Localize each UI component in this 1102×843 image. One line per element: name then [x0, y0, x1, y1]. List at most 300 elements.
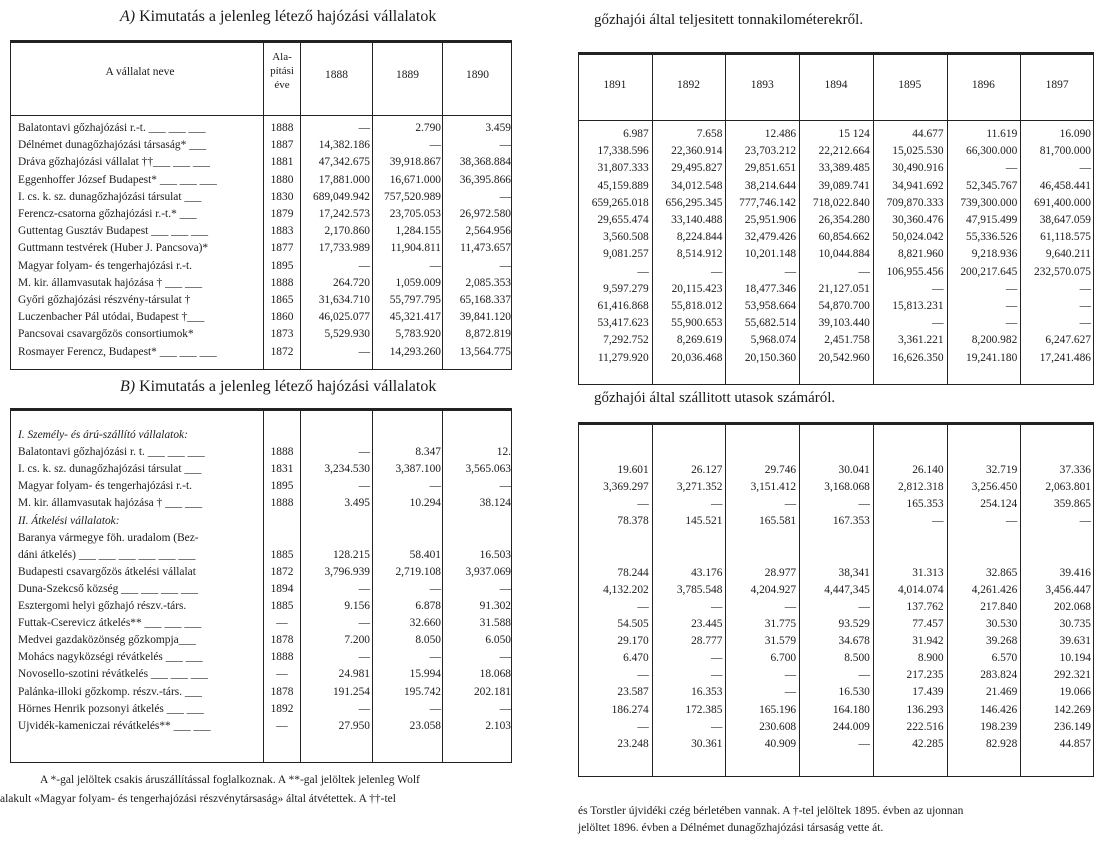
value-1890: 3,565.063	[465, 463, 511, 476]
table-row	[18, 650, 513, 665]
value-1894: 93.529	[838, 618, 870, 630]
value-1897: —	[1079, 317, 1091, 330]
value-1894: 167.353	[832, 515, 870, 528]
value-1896: 200,217.645	[960, 265, 1018, 278]
value-1889: 14,293.260	[389, 345, 441, 358]
value-1890: 38.124	[479, 497, 511, 510]
table-row	[578, 566, 1094, 581]
value-1893: 12.486	[764, 128, 797, 140]
value-1891: 6.470	[623, 652, 649, 665]
value-1894: 4,447,345	[824, 583, 870, 596]
value-1888: 5,529.930	[324, 328, 370, 341]
value-1891: 23.587	[617, 686, 649, 699]
value-1897: 46,458.441	[1039, 179, 1091, 192]
value-1891: 54.505	[617, 618, 649, 630]
value-1892: 28.777	[691, 635, 723, 648]
value-1896: 30.530	[985, 618, 1018, 630]
value-1892: 22,360.914	[671, 145, 723, 158]
company-name: Medvei gazdaközönség gőzkompja___	[18, 634, 196, 647]
founded-year: 1872	[270, 345, 294, 358]
value-1889: —	[429, 139, 441, 152]
left-rows-a	[18, 121, 513, 366]
value-1890: 13,564.775	[459, 345, 511, 358]
value-1891: 31,807.333	[597, 162, 649, 175]
company-name: Ujvidék-kameniczai révátkelés** ___ ___	[18, 719, 211, 732]
table-row	[578, 583, 1094, 598]
year-header-1894: 1894	[824, 79, 848, 91]
value-1894: 244.009	[832, 720, 870, 733]
value-1888: —	[358, 259, 370, 272]
value-1892: 43.176	[691, 566, 723, 579]
value-1888: 2,170.860	[324, 225, 370, 238]
header-1889: 1889	[396, 69, 419, 81]
value-1895: 3,361.221	[897, 334, 944, 347]
value-1893: 23,703.212	[744, 145, 797, 158]
value-1891: 78.378	[617, 515, 649, 528]
value-1894: 164.180	[832, 703, 870, 716]
value-1890: —	[499, 259, 511, 272]
table-row	[578, 600, 1094, 615]
table-row	[18, 293, 513, 308]
table-row	[578, 333, 1094, 348]
value-1890: 202.181	[473, 685, 511, 698]
value-1889: 45,321.417	[389, 311, 441, 324]
value-1888: 3,796.939	[324, 565, 370, 578]
company-name: Magyar folyam- és tengerhajózási r.-t.	[18, 480, 192, 493]
table-row	[18, 310, 513, 325]
value-1891: —	[637, 600, 649, 613]
value-1892: 8,269.619	[676, 334, 723, 347]
value-1889: —	[429, 702, 441, 715]
value-1889: —	[429, 582, 441, 595]
value-1892: —	[711, 498, 723, 511]
value-1892: 3,785.548	[676, 583, 723, 596]
value-1890: —	[499, 190, 511, 203]
value-1897: 61,118.575	[1040, 231, 1091, 244]
table-row	[578, 144, 1094, 159]
value-1897: 17,241.486	[1039, 351, 1091, 364]
table-row	[578, 514, 1094, 529]
value-1896: 739,300.000	[960, 196, 1018, 209]
value-1888: 14,382.186	[318, 139, 370, 152]
value-1895: 26.140	[912, 464, 944, 477]
founded-year: 1878	[270, 685, 294, 698]
value-1895: 30,360.476	[892, 214, 944, 226]
value-1894: 8.500	[844, 652, 870, 665]
value-1889: 23.058	[409, 719, 441, 732]
value-1895: 165.353	[906, 498, 944, 511]
founded-year: —	[276, 668, 288, 681]
year-header-1896: 1896	[971, 79, 995, 91]
value-1891: 186.274	[611, 703, 649, 716]
table-row	[578, 549, 1094, 564]
year-header-1893: 1893	[750, 79, 774, 91]
company-name: Palánka-illoki gőzkomp. részv.-társ. ___	[18, 685, 202, 698]
founded-year: 1830	[270, 190, 294, 203]
value-1893: 230.608	[759, 720, 797, 733]
value-1891: 3,369.297	[603, 481, 649, 494]
company-name: Balatontavi gőzhajózási r. t. ___ ___ ___	[18, 446, 205, 459]
value-1889: 39,918.867	[389, 156, 441, 169]
value-1896: 55,336.526	[966, 231, 1018, 244]
value-1897: 691,400.000	[1034, 196, 1091, 209]
value-1889: 8.347	[415, 446, 441, 459]
value-1889: —	[429, 259, 441, 272]
company-name: Duna-Szekcső község ___ ___ ___ ___	[18, 582, 199, 595]
table-row	[578, 316, 1094, 331]
value-1896: 39.268	[985, 635, 1018, 648]
table-row	[18, 616, 513, 631]
value-1890: —	[499, 702, 511, 715]
value-1893: 10,201.148	[744, 248, 797, 261]
founded-year: 1883	[270, 225, 294, 238]
table-row	[18, 190, 513, 205]
value-1888: 128.215	[332, 548, 370, 561]
value-1890: 2,564.956	[465, 225, 511, 238]
value-1890: 38,368.884	[459, 156, 511, 169]
value-1893: 3,151.412	[750, 481, 797, 494]
founded-year: 1878	[270, 634, 294, 647]
value-1890: 6.050	[485, 634, 511, 647]
value-1892: 8,224.844	[676, 231, 723, 244]
value-1892: 30.361	[691, 737, 723, 750]
company-name: Guttentag Gusztáv Budapest ___ ___ ___	[18, 225, 209, 238]
table-row	[578, 617, 1094, 632]
value-1892: 8,514.912	[676, 248, 723, 261]
value-1888: —	[358, 345, 370, 358]
value-1888: 31,634.710	[318, 294, 370, 306]
founded-year: 1888	[270, 276, 294, 289]
value-1896: 9,218.936	[971, 248, 1018, 261]
value-1890: 3,937.069	[465, 565, 511, 578]
value-1893: 777,746.142	[739, 196, 797, 209]
company-name: Futtak-Cserevicz átkelés** ___ ___ ___	[18, 617, 202, 630]
value-1893: 25,951.906	[744, 214, 797, 226]
value-1895: 42.285	[912, 737, 944, 750]
value-1896: 47,915.499	[966, 214, 1018, 226]
table-row	[18, 276, 513, 291]
founded-year: 1885	[270, 548, 294, 561]
value-1892: 55,818.012	[671, 300, 723, 312]
table-row	[578, 651, 1094, 666]
founded-year: 1865	[270, 294, 294, 306]
value-1892: 145.521	[685, 515, 723, 528]
table-row	[578, 737, 1094, 752]
value-1893: 55,682.514	[744, 317, 797, 330]
founded-year: —	[276, 719, 288, 732]
value-1892: 33,140.488	[671, 214, 723, 226]
header-founded: Ala- pítási éve	[270, 51, 294, 91]
value-1896: 198.239	[980, 720, 1018, 733]
value-1897: 3,456.447	[1045, 583, 1091, 596]
table-row	[18, 259, 513, 274]
left-footnote-1: A *-gal jelöltek csakis áruszállítással foglalkoznak. A **-gal jelöltek jelenleg Wolf	[40, 774, 420, 786]
founded-year: 1888	[270, 651, 294, 664]
value-1894: —	[858, 600, 870, 613]
table-row	[18, 173, 513, 188]
left-title-b: B) Kimutatás a jelenleg létező hajózási vállalatok	[120, 378, 437, 395]
value-1889: 2,719.108	[395, 565, 441, 578]
company-name: Ferencz-csatorna gőzhajózási r.-t.* ___	[18, 208, 197, 220]
value-1895: 2,812.318	[897, 481, 944, 494]
value-1894: 15 124	[838, 128, 870, 140]
value-1895: 15,813.231	[892, 300, 944, 312]
company-name: Pancsovai csavargőzös consortiumok*	[18, 328, 194, 341]
value-1894: 26,354.280	[818, 214, 870, 226]
value-1896: —	[1005, 162, 1018, 175]
value-1890: 12.	[496, 446, 511, 459]
value-1888: —	[358, 480, 370, 493]
value-1895: —	[932, 515, 944, 528]
company-name: Novosello-szotini révátkelés ___ ___ ___	[18, 668, 208, 681]
table-row	[578, 265, 1094, 280]
value-1894: 21,127.051	[818, 282, 870, 295]
company-name: Délnémet dunagőzhajózási társaság* ___	[18, 139, 207, 152]
company-name: Dráva gőzhajózási vállalat ††___ ___ ___	[18, 156, 211, 169]
value-1892: 656,295.345	[665, 196, 723, 209]
value-1893: 18,477.346	[744, 282, 797, 295]
value-1888: 264.720	[332, 276, 370, 289]
right-rows-b	[578, 446, 1094, 776]
company-name: Magyar folyam- és tengerhajózási r.-t.	[18, 259, 192, 272]
company-name: Hörnes Henrik pozsonyi átkelés ___ ___	[18, 702, 204, 715]
value-1897: 19.066	[1059, 686, 1091, 699]
value-1894: —	[858, 737, 870, 750]
company-name: Eggenhoffer József Budapest* ___ ___ ___	[18, 173, 217, 186]
value-1894: 22,212.664	[818, 145, 870, 158]
value-1888: —	[358, 122, 370, 134]
value-1895: 17.439	[912, 686, 944, 699]
value-1897: 81,700.000	[1039, 145, 1091, 158]
value-1893: 28.977	[764, 566, 797, 579]
value-1892: —	[711, 720, 723, 733]
table-row	[18, 667, 513, 682]
value-1895: 137.762	[906, 600, 944, 613]
table-row	[578, 299, 1094, 314]
value-1889: 1,284.155	[395, 225, 441, 238]
value-1896: 146.426	[980, 703, 1018, 716]
value-1893: 6.700	[770, 652, 797, 665]
value-1891: 9,081.257	[603, 248, 649, 261]
value-1894: 30.041	[838, 464, 870, 477]
value-1897: 44.857	[1059, 737, 1091, 750]
value-1888: 9.156	[344, 600, 370, 612]
value-1893: —	[784, 669, 797, 682]
table-row	[578, 463, 1094, 478]
value-1896: —	[1005, 300, 1018, 312]
value-1894: 20,542.960	[818, 351, 870, 364]
table-row	[18, 496, 513, 511]
value-1896: 8,200.982	[971, 334, 1018, 347]
value-1889: 3,387.100	[395, 463, 441, 476]
table-row	[18, 582, 513, 597]
value-1890: 36,395.866	[459, 173, 511, 186]
founded-year: 1860	[270, 311, 294, 324]
value-1895: 34,941.692	[892, 179, 944, 192]
company-name: Mohács nagyközségi révátkelés ___ ___	[18, 651, 203, 664]
value-1896: 254.124	[980, 498, 1018, 511]
company-name: Budapesti csavargőzös átkelési vállalat	[18, 565, 196, 578]
value-1888: 47,342.675	[318, 156, 370, 169]
value-1897: 39.631	[1059, 635, 1091, 648]
value-1890: 31.588	[479, 617, 511, 630]
value-1896: 32.719	[985, 464, 1018, 477]
value-1891: —	[637, 669, 649, 682]
value-1889: 55,797.795	[389, 294, 441, 306]
value-1891: 23.248	[617, 737, 649, 750]
value-1892: 20,036.468	[671, 351, 723, 364]
value-1890: 2.103	[485, 719, 511, 732]
value-1892: 20,115.423	[671, 282, 723, 295]
value-1897: 10.194	[1059, 652, 1091, 665]
value-1893: 40.909	[764, 737, 797, 750]
value-1890: —	[499, 651, 511, 664]
table-row	[18, 155, 513, 170]
founded-year: 1895	[270, 259, 294, 272]
founded-year: 1892	[270, 702, 294, 715]
table-row	[578, 634, 1094, 649]
value-1894: 3,168.068	[824, 481, 870, 494]
value-1891: 3,560.508	[603, 231, 649, 244]
value-1892: 23.445	[691, 618, 723, 630]
value-1893: 20,150.360	[744, 351, 797, 364]
value-1896: —	[1005, 515, 1018, 528]
value-1890: 3.459	[485, 122, 511, 134]
founded-year: 1873	[270, 328, 294, 341]
value-1892: 3,271.352	[676, 481, 723, 494]
value-1890: 16.503	[479, 548, 511, 561]
value-1890: 65,168.337	[459, 294, 511, 306]
value-1889: 8.050	[415, 634, 441, 647]
table-row	[18, 548, 513, 563]
left-title-a: A) Kimutatás a jelenleg létező hajózási vállalatok	[120, 8, 437, 25]
founded-year: 1877	[270, 242, 294, 255]
value-1888: 3.495	[344, 497, 370, 510]
value-1893: 32,479.426	[744, 231, 797, 244]
value-1892: —	[711, 652, 723, 665]
value-1892: 7.658	[696, 128, 723, 140]
value-1895: 136.293	[906, 703, 944, 716]
value-1890: —	[499, 582, 511, 595]
company-name: dáni átkelés) ___ ___ ___ ___ ___ ___	[18, 548, 196, 561]
value-1890: —	[499, 480, 511, 493]
value-1896: 11.619	[986, 128, 1018, 140]
value-1895: 8.900	[917, 652, 944, 665]
value-1888: 24.981	[338, 668, 370, 681]
value-1892: —	[711, 669, 723, 682]
value-1896: —	[1005, 317, 1018, 330]
table-row	[578, 351, 1094, 366]
table-row	[18, 565, 513, 580]
table-row	[18, 514, 513, 529]
value-1891: 45,159.889	[597, 179, 649, 192]
value-1892: 55,900.653	[671, 317, 723, 330]
table-row	[578, 446, 1094, 461]
value-1895: 16,626.350	[892, 351, 944, 364]
table-row	[18, 719, 513, 734]
table-row	[18, 241, 513, 256]
table-row	[18, 531, 513, 546]
value-1890: 8,872.819	[465, 328, 511, 341]
value-1891: —	[637, 498, 649, 511]
founded-year: 1872	[270, 565, 294, 578]
value-1894: 54,870.700	[818, 300, 870, 312]
header-1890: 1890	[466, 69, 489, 81]
value-1895: 44.677	[912, 128, 944, 140]
company-name: Esztergomi helyi gőzhajó részv.-társ.	[18, 600, 187, 612]
value-1894: 33,389.485	[818, 162, 870, 175]
table-row	[18, 224, 513, 239]
header-name: A vállalat neve	[105, 66, 175, 78]
value-1894: 39,103.440	[818, 317, 870, 330]
table-row	[18, 428, 513, 443]
table-row	[18, 479, 513, 494]
value-1894: 10,044.884	[818, 248, 870, 261]
value-1893: 5,968.074	[750, 334, 797, 347]
table-row	[578, 196, 1094, 211]
value-1889: 1,059.009	[395, 276, 441, 289]
value-1897: 292.321	[1053, 669, 1091, 682]
value-1890: 26,972.580	[459, 208, 511, 220]
table-row	[578, 161, 1094, 176]
founded-year: 1885	[270, 600, 294, 612]
founded-year: 1831	[270, 463, 294, 476]
value-1891: 29.170	[617, 635, 649, 648]
value-1888: 17,242.573	[318, 208, 370, 220]
value-1888: —	[358, 446, 370, 459]
value-1897: 202.068	[1053, 600, 1091, 613]
year-header-1897: 1897	[1045, 79, 1069, 91]
founded-year: 1888	[270, 497, 294, 510]
value-1897: 39.416	[1059, 566, 1091, 579]
value-1895: 4,014.074	[897, 583, 944, 596]
table-row	[18, 702, 513, 717]
value-1891: 9,597.279	[603, 282, 649, 295]
value-1893: 38,214.644	[744, 179, 797, 192]
value-1895: —	[932, 282, 944, 295]
founded-year: 1888	[270, 122, 294, 134]
value-1892: 172.385	[685, 703, 723, 716]
value-1897: —	[1079, 515, 1091, 528]
table-row	[18, 121, 513, 136]
value-1893: 31.775	[764, 618, 797, 630]
value-1889: —	[429, 480, 441, 493]
value-1896: 6.570	[991, 652, 1018, 665]
value-1891: 6.987	[623, 128, 649, 140]
value-1889: 23,705.053	[389, 208, 441, 220]
value-1893: —	[784, 686, 797, 699]
table-row	[578, 685, 1094, 700]
header-1888: 1888	[325, 69, 348, 81]
value-1892: —	[711, 265, 723, 278]
value-1894: 38,341	[838, 566, 870, 579]
value-1888: 17,881.000	[318, 173, 370, 186]
value-1894: 60,854.662	[818, 231, 870, 244]
table-row	[578, 668, 1094, 683]
left-rows-b	[18, 428, 513, 758]
value-1897: 236.149	[1053, 720, 1091, 733]
right-footnote-2: jelöltet 1896. évben a Délnémet dunagőzhajózási társaság vette át.	[578, 822, 884, 834]
value-1896: 4,261.426	[971, 583, 1018, 596]
value-1896: 52,345.767	[966, 179, 1018, 192]
founded-year: —	[276, 617, 288, 630]
value-1895: 8,821.960	[897, 248, 944, 261]
table-row	[18, 345, 513, 360]
value-1890: 39,841.120	[459, 311, 511, 324]
table-row	[578, 179, 1094, 194]
value-1895: 31.313	[912, 566, 944, 579]
value-1889: 32.660	[409, 617, 441, 630]
